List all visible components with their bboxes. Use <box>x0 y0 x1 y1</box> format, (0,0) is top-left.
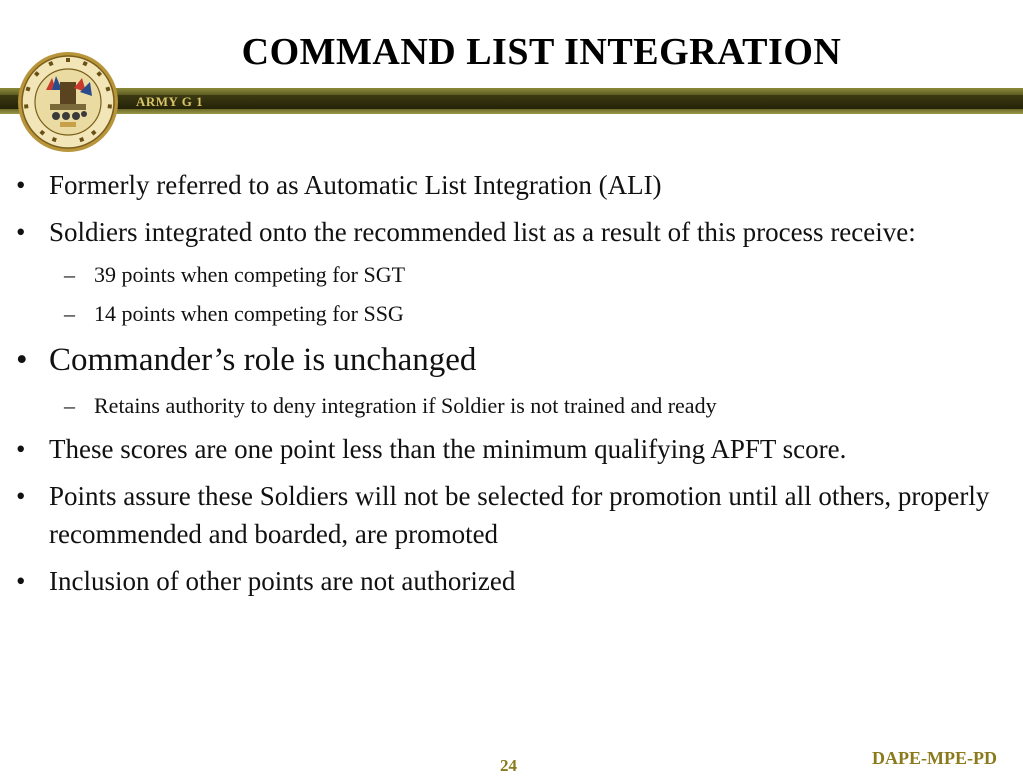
sub-bullet-text: 39 points when competing for SGT <box>94 262 406 287</box>
slide-title: COMMAND LIST INTEGRATION <box>241 31 842 73</box>
dash-icon: – <box>64 393 75 418</box>
bullet-text: These scores are one point less than the minimum qualifying APFT score. <box>49 434 847 464</box>
sub-bullet-item <box>14 391 1014 421</box>
bullet-dot-icon: • <box>16 481 26 511</box>
dash-icon: – <box>64 301 75 326</box>
bullet-item <box>14 477 1014 553</box>
bullet-dot-icon: • <box>16 434 26 464</box>
bullet-item <box>14 166 1014 204</box>
sub-bullet-text: Retains authority to deny integration if Soldier is not trained and ready <box>94 393 717 418</box>
bullet-dot-icon: • <box>16 566 26 596</box>
bullet-dot-icon: • <box>16 217 26 247</box>
bullet-dot-icon: • <box>16 170 26 200</box>
sub-bullet-item <box>14 299 1014 329</box>
bullet-dot-icon: • <box>16 342 28 378</box>
bullet-text: Soldiers integrated onto the recommended list as a result of this process receive: <box>49 217 916 247</box>
bullet-item <box>14 430 1014 468</box>
page-number: 24 <box>500 756 517 775</box>
army-seal-icon <box>16 50 120 154</box>
slide-body <box>14 166 1014 609</box>
dash-icon: – <box>64 262 75 287</box>
bullet-item <box>14 213 1014 251</box>
bullet-text: Inclusion of other points are not authorized <box>49 566 516 596</box>
bullet-text: Formerly referred to as Automatic List Integration (ALI) <box>49 170 662 200</box>
bullet-text: Points assure these Soldiers will not be selected for promotion until all others, properly recommended and boarded, are promoted <box>49 481 990 549</box>
sub-bullet-text: 14 points when competing for SSG <box>94 301 404 326</box>
sub-bullet-item <box>14 260 1014 290</box>
bullet-item <box>14 562 1014 600</box>
banner-label: ARMY G 1 <box>136 94 204 109</box>
footer-office-code: DAPE-MPE-PD <box>872 748 997 768</box>
header-banner <box>0 88 1023 116</box>
bullet-item <box>14 338 1014 382</box>
bullet-text: Commander’s role is unchanged <box>49 342 477 378</box>
